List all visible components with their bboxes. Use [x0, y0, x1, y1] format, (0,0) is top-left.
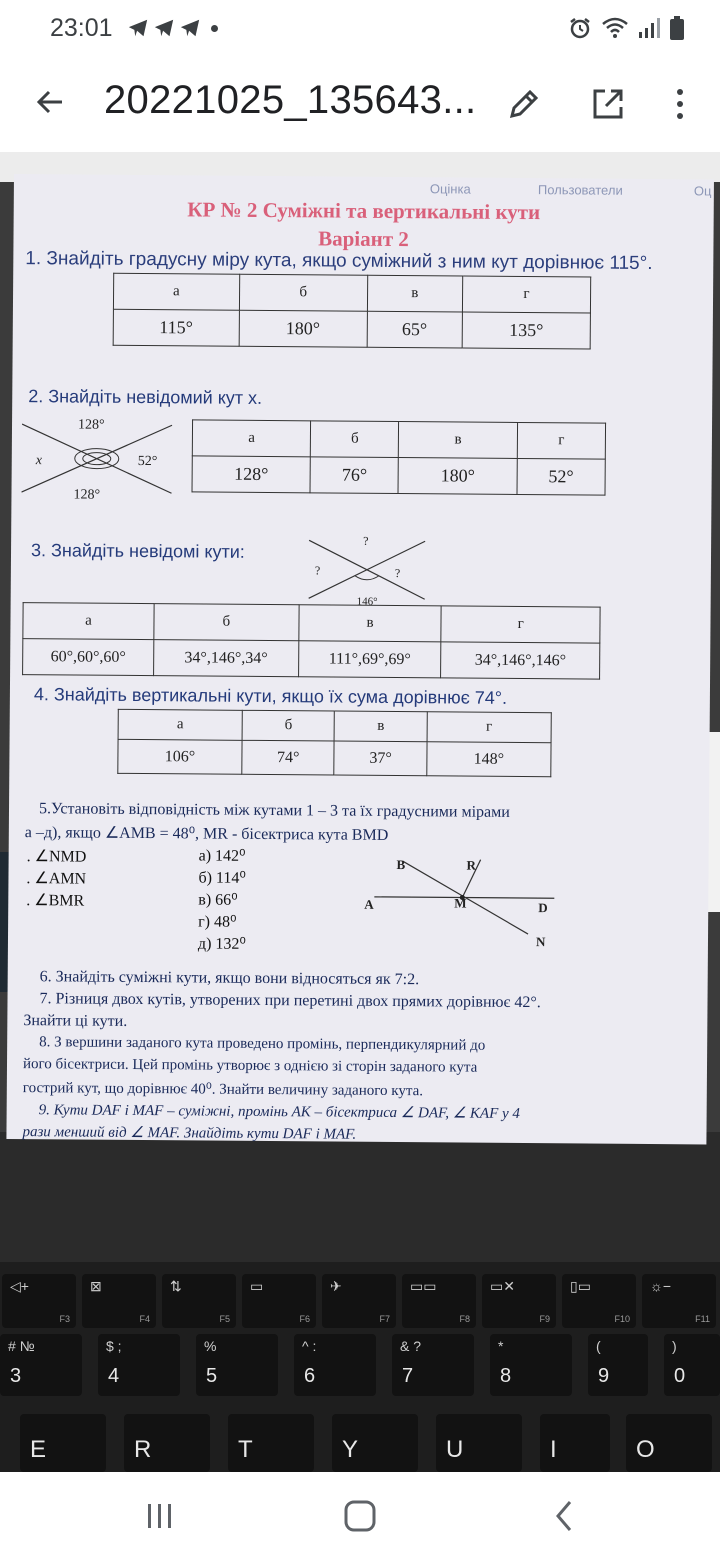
figure-label: N — [535, 934, 546, 950]
keyboard-fn-row — [0, 1274, 720, 1334]
question-5-line: 5.Установіть відповідність між кутами 1 – 3 та їх градусними мірами — [38, 800, 510, 821]
match-right-list — [198, 845, 247, 955]
key-label: 9 — [598, 1365, 610, 1387]
keyboard-key — [196, 1334, 278, 1396]
keyboard-key — [490, 1334, 572, 1396]
more-vert-icon — [675, 88, 685, 120]
key-label: O — [636, 1436, 655, 1463]
worksheet-variant: Варіант 2 — [318, 226, 409, 252]
keyboard-key — [124, 1414, 210, 1472]
faint-tab-text: Оц — [693, 183, 712, 199]
question-6: 6. Знайдіть суміжні кути, якщо вони відносяться як 7:2. — [39, 968, 420, 989]
key-top-label: ☼− — [650, 1278, 672, 1294]
open-external-button[interactable] — [586, 82, 630, 126]
angle-figure-2 — [21, 412, 182, 503]
table-header: б — [154, 604, 299, 641]
keyboard-key — [322, 1274, 396, 1328]
figure-label: 128° — [77, 417, 105, 433]
faint-tab-text: Оцінка — [429, 181, 471, 197]
question-4: 4. Знайдіть вертикальні кути, якщо їх сума дорівнює 74°. — [33, 684, 508, 708]
home-button[interactable] — [340, 1498, 380, 1534]
table-cell: 111°,69°,69° — [298, 641, 441, 678]
table-cell: 37° — [334, 741, 427, 776]
keyboard-key — [588, 1334, 648, 1396]
table-header: в — [399, 422, 518, 459]
question-8-line: гострий кут, що дорівнює 40⁰. Знайти величину заданого кута. — [22, 1080, 424, 1100]
pencil-icon — [507, 87, 541, 121]
key-label: R — [134, 1436, 152, 1463]
angle-figure-5 — [358, 857, 559, 959]
table-cell: 180° — [398, 458, 517, 495]
answer-table-1 — [113, 273, 592, 350]
faint-tab-text: Пользователи — [537, 182, 623, 198]
worksheet-paper — [6, 174, 714, 1144]
keyboard-key — [0, 1334, 82, 1396]
table-cell: 76° — [310, 457, 398, 494]
key-label: 4 — [108, 1365, 120, 1387]
figure-label: 128° — [73, 487, 101, 503]
key-top-label: ⇅ — [170, 1278, 182, 1294]
table-header: г — [441, 606, 600, 643]
status-time: 23:01 — [50, 13, 113, 42]
keyboard-key — [228, 1414, 314, 1472]
keyboard-key — [2, 1274, 76, 1328]
table-header: а — [23, 603, 154, 640]
table-cell: 34°,146°,34° — [154, 640, 299, 677]
key-label: F3 — [59, 1314, 70, 1324]
keyboard-letter-row — [0, 1414, 720, 1472]
key-top-label: ▭✕ — [490, 1278, 515, 1294]
open-in-new-icon — [591, 87, 625, 121]
key-top-label: ◁+ — [10, 1278, 29, 1294]
figure-label: 52° — [137, 453, 158, 470]
key-top-label: * — [498, 1338, 504, 1354]
table-cell: 135° — [462, 312, 590, 349]
key-label: 8 — [500, 1365, 512, 1387]
key-top-label: % — [204, 1338, 217, 1354]
key-label: E — [30, 1436, 47, 1463]
figure-label: B — [396, 857, 406, 873]
angle-figure-3 — [307, 528, 438, 609]
key-label: F11 — [695, 1314, 710, 1324]
status-bar — [0, 0, 720, 56]
key-label: I — [550, 1436, 557, 1463]
keyboard-key — [20, 1414, 106, 1472]
table-cell: 115° — [113, 309, 239, 346]
figure-label: x — [35, 453, 43, 469]
photo-viewer[interactable] — [0, 152, 720, 1472]
match-left-list — [26, 846, 86, 912]
keyboard-key — [162, 1274, 236, 1328]
list-item: в) 66⁰ — [198, 891, 238, 909]
photo-laptop-body — [0, 1132, 720, 1272]
table-header: б — [239, 274, 367, 311]
list-item: . ∠AMN — [26, 870, 87, 888]
key-label: F5 — [219, 1314, 230, 1324]
key-label: 7 — [402, 1365, 414, 1387]
table-cell: 148° — [427, 742, 551, 777]
table-header: г — [517, 422, 605, 459]
table-header: б — [311, 421, 399, 458]
key-label: F8 — [459, 1314, 470, 1324]
keyboard-key — [82, 1274, 156, 1328]
key-top-label: ( — [596, 1338, 601, 1354]
figure-label: ? — [363, 533, 369, 548]
key-top-label: ▭▭ — [410, 1278, 437, 1294]
alarm-icon — [568, 16, 592, 40]
key-top-label: ^ : — [302, 1338, 317, 1354]
figure-label: A — [364, 896, 374, 912]
key-top-label: $ ; — [106, 1338, 122, 1354]
figure-label: D — [538, 900, 548, 916]
system-nav-bar — [0, 1472, 720, 1560]
key-top-label: ⊠ — [90, 1278, 102, 1294]
recents-button[interactable] — [140, 1498, 180, 1534]
table-cell: 34°,146°,146° — [441, 642, 600, 679]
more-options-button[interactable] — [658, 82, 702, 126]
list-item: . ∠BMR — [26, 892, 85, 910]
question-9-line: рази менший від ∠ MAF. Знайдіть кути DAF і MAF. — [22, 1124, 357, 1143]
table-header: в — [335, 711, 428, 742]
answer-table-3 — [22, 602, 601, 680]
photo-keyboard — [0, 1262, 720, 1472]
key-label: F10 — [614, 1314, 630, 1324]
keyboard-key — [436, 1414, 522, 1472]
table-cell: 128° — [192, 456, 311, 493]
question-1: 1. Знайдіть градусну міру кута, якщо суміжний з ним кут дорівнює 115°. — [25, 248, 653, 275]
question-9-line: 9. Кути DAF і MAF – суміжні, промінь AK – бісектриса ∠ DAF, ∠ KAF у 4 — [38, 1102, 521, 1123]
key-label: 0 — [674, 1365, 686, 1387]
figure-label: 146° — [356, 595, 378, 608]
answer-table-4 — [117, 709, 551, 777]
keyboard-key — [482, 1274, 556, 1328]
key-label: 6 — [304, 1365, 316, 1387]
table-header: а — [118, 709, 242, 740]
key-label: F9 — [539, 1314, 550, 1324]
app-bar — [0, 56, 720, 152]
arrow-back-icon — [35, 87, 65, 117]
back-button[interactable] — [30, 82, 70, 122]
table-header: б — [242, 710, 335, 741]
figure-label: R — [466, 857, 477, 873]
key-top-label: ▭ — [250, 1278, 264, 1294]
telegram-icon — [179, 17, 201, 39]
list-item: г) 48⁰ — [198, 913, 237, 931]
keyboard-key — [642, 1274, 716, 1328]
question-3: 3. Знайдіть невідомі кути: — [30, 540, 245, 562]
table-cell: 52° — [517, 458, 605, 495]
answer-table-2 — [192, 419, 607, 495]
keyboard-key — [626, 1414, 712, 1472]
table-cell: 60°,60°,60° — [23, 639, 154, 676]
table-cell: 74° — [242, 740, 335, 775]
signal-icon — [638, 17, 660, 39]
home-icon — [344, 1500, 376, 1532]
keyboard-key — [402, 1274, 476, 1328]
telegram-icon — [127, 17, 149, 39]
table-header: в — [367, 275, 463, 312]
question-2: 2. Знайдіть невідомий кут x. — [28, 386, 263, 408]
figure-label: ? — [314, 563, 321, 578]
key-top-label: & ? — [400, 1338, 422, 1354]
key-label: F7 — [379, 1314, 390, 1324]
key-label: Y — [342, 1436, 359, 1463]
table-header: г — [427, 712, 551, 743]
question-7-line: 7. Різниця двох кутів, утворених при перетині двох прямих дорівнює 42°. — [39, 990, 541, 1012]
keyboard-number-row — [0, 1334, 720, 1400]
keyboard-key — [664, 1334, 720, 1396]
question-7-line: Знайти ці кути. — [23, 1012, 128, 1030]
table-header: г — [462, 276, 590, 313]
table-cell: 180° — [239, 310, 367, 347]
list-item: б) 114⁰ — [198, 869, 246, 887]
table-header: а — [113, 273, 239, 310]
figure-label: ? — [394, 566, 401, 581]
wifi-icon — [602, 17, 628, 39]
table-header: в — [299, 605, 442, 642]
question-8-line: його бісектриси. Цей промінь утворює з однією зі сторін заданого кута — [22, 1056, 478, 1076]
figure-label: M — [454, 895, 467, 911]
keyboard-key — [242, 1274, 316, 1328]
keyboard-key — [332, 1414, 418, 1472]
list-item: а) 142⁰ — [198, 847, 246, 865]
key-label: 3 — [10, 1365, 22, 1387]
key-label: T — [238, 1436, 253, 1463]
table-header: а — [192, 420, 311, 457]
key-top-label: ) — [672, 1338, 677, 1354]
keyboard-key — [294, 1334, 376, 1396]
keyboard-key — [392, 1334, 474, 1396]
question-5-line: а –д), якщо ∠AMB = 48⁰, MR - бісектриса кута BMD — [24, 824, 389, 844]
recents-icon — [146, 1503, 174, 1529]
question-8-line: 8. З вершини заданого кута проведено промінь, перпендикулярний до — [39, 1034, 486, 1054]
key-top-label: ✈ — [330, 1278, 342, 1294]
keyboard-key — [540, 1414, 610, 1472]
edit-button[interactable] — [502, 82, 546, 126]
table-cell: 106° — [118, 739, 242, 774]
back-icon — [554, 1500, 574, 1532]
table-cell: 65° — [367, 311, 463, 348]
battery-icon — [670, 16, 684, 40]
key-label: F6 — [299, 1314, 310, 1324]
telegram-icon — [153, 17, 175, 39]
nav-back-button[interactable] — [544, 1498, 584, 1534]
key-label: 5 — [206, 1365, 218, 1387]
telegram-icons — [127, 17, 201, 39]
notification-dot-icon — [211, 25, 218, 32]
key-label: F4 — [139, 1314, 150, 1324]
key-label: U — [446, 1436, 464, 1463]
list-item: . ∠NMD — [26, 848, 87, 866]
list-item: д) 132⁰ — [197, 935, 246, 953]
key-top-label: ▯▭ — [570, 1278, 591, 1294]
keyboard-key — [562, 1274, 636, 1328]
file-title: 20221025_135643... — [104, 78, 477, 122]
key-top-label: # № — [8, 1338, 35, 1354]
keyboard-key — [98, 1334, 180, 1396]
worksheet-title: КР № 2 Суміжні та вертикальні кути — [187, 197, 541, 225]
